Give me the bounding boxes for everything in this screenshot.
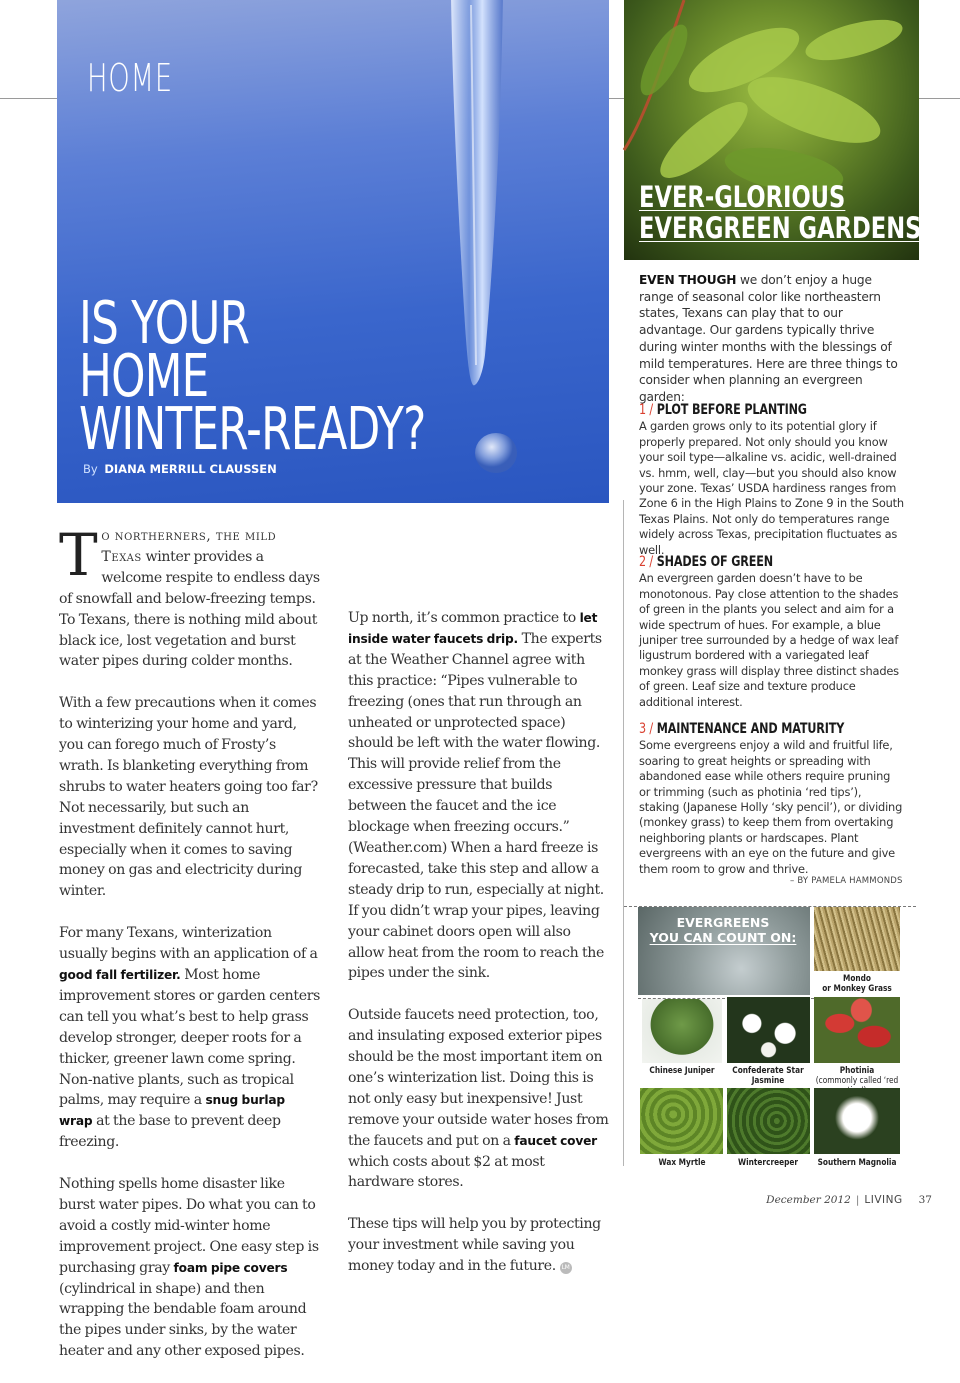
paragraph-text: These tips will help you by protecting your investment while saving you money today and in the future. xyxy=(348,1216,601,1275)
mondo-caption xyxy=(814,974,901,994)
article-column-2 xyxy=(348,608,610,1298)
caption-line: Mondo xyxy=(842,974,872,984)
sidebar-title-line: EVER-GLORIOUS xyxy=(639,180,846,214)
sidebar-credit: – BY PAMELA HAMMONDS xyxy=(790,876,903,886)
paragraph-text: Most home improvement stores or garden centers can tell you what’s best to help grass develop stronger, deeper roots for a thicker, greener lawn come spring. Non-native plants, such as tropical palms, may require a xyxy=(59,967,320,1109)
tip-number: 1 / xyxy=(639,402,653,418)
headline-line: WINTER-READY? xyxy=(79,394,426,463)
hero-image xyxy=(57,0,609,503)
paragraph-text: winter provides a welcome respite to endless days of snowfall and below-freezing temps. To Texans, there is nothing mild about black ice, lost vegetation and burst water pipes during colder months. xyxy=(59,548,320,670)
tip-title: MAINTENANCE AND MATURITY xyxy=(656,721,845,737)
tip-number: 2 / xyxy=(639,554,653,570)
caption-line: Wintercreeper xyxy=(737,1158,799,1168)
lead-in: o northerners, the mild Texas xyxy=(101,528,277,565)
sidebar-title xyxy=(639,182,921,244)
page-footer xyxy=(766,1194,932,1206)
photinia-photo xyxy=(814,997,900,1063)
paragraph-text: The experts at the Weather Channel agree with this practice: “Pipes vulnerable to freezing (ones that run through an unheated or unprotected space) should be left with the water flowing. This will provide relief from the excessive pressure that builds between the faucet and the ice blockage when freezing occurs.” (Weather.com) When a hard freeze is forecasted, take this step and allow a steady drip to run, especially at night. If you didn’t wrap your pipes, leaving your cabinet doors open will also allow heat from the room to reach the pipes under the sink. xyxy=(348,630,604,982)
paragraph-text: Nothing spells home disaster like burst water pipes. Do what you can to avoid a costly mid-winter home improvement project. One easy step is purchasing gray xyxy=(59,1176,319,1276)
paragraph-text: which costs about $2 at most hardware stores. xyxy=(348,1153,545,1191)
mondo-grass-photo xyxy=(814,907,900,971)
article-column-1 xyxy=(59,521,321,1383)
wintercreeper-photo xyxy=(727,1088,810,1154)
tip-number: 3 / xyxy=(639,721,653,737)
paragraph xyxy=(348,1214,610,1277)
paragraph: With a few precautions when it comes to winterizing your home and yard, you can forego much of Frosty’s wrath. Is blanketing everything from shrubs to water heaters going too far? Not necessarily, but such an investment definitely cannot hurt, especially when it comes to saving money on gas and electricity during winter. xyxy=(59,695,318,900)
tip-heading xyxy=(639,555,851,570)
sidebar-title-line: EVERGREEN GARDENS xyxy=(639,211,922,245)
intro-paragraph xyxy=(639,272,904,406)
caption-line: Chinese Juniper xyxy=(649,1066,715,1076)
byline-author: DIANA MERRILL CLAUSSEN xyxy=(104,462,277,476)
caption-line: Confederate Star xyxy=(732,1066,804,1076)
sidebar-intro xyxy=(639,272,904,406)
icicle-image xyxy=(445,0,509,395)
paragraph xyxy=(348,608,610,984)
tip-body: A garden grows only to its potential glory if properly prepared. Not only should you know your soil type—alkaline vs. acidic, well-drained vs. hmm, well, clay—but you should also know your zone. Texas’ USDA hardiness ranges from Zone 6 in the High Plains to Zone 9 in the South Texas Plains. Not only do temperatures range widely across Texas, precipitation fluctuates as well. xyxy=(639,419,904,557)
tip-body: An evergreen garden doesn’t have to be monotonous. Pay close attention to the shades of green in the plants you select and aim for a wide spectrum of hues. For example, a blue juniper tree surrounded by a hedge of wax leaf ligustrum bordered with a variegated leaf monkey grass will display three distinct shades of green. Leaf size and texture produce additional interest. xyxy=(639,571,899,709)
caption-line: Southern Magnolia xyxy=(817,1158,897,1168)
intro-text: we don’t enjoy a huge range of seasonal color like northeastern states, Texans can play that to our advantage. Our gardens typically thrive during winter months with the blessings of mild temperatures. Here are three things to consider when planning an evergreen garden: xyxy=(639,273,898,404)
chinese-juniper-photo xyxy=(642,999,722,1063)
tip-heading xyxy=(639,722,851,737)
section-label: HOME xyxy=(87,56,173,100)
byline xyxy=(83,462,277,476)
drop-cap: T xyxy=(59,521,98,589)
myrtle-caption xyxy=(641,1158,723,1168)
highlight-text: let inside water faucets drip. xyxy=(348,611,598,646)
highlight-text: good fall fertilizer. xyxy=(59,968,181,982)
headline-line: HOME xyxy=(79,341,209,410)
southern-magnolia-photo xyxy=(814,1088,900,1154)
paragraph xyxy=(59,1174,321,1362)
jasmine-caption xyxy=(727,1066,809,1086)
paragraph-text: (cylindrical in shape) and then wrapping the bendable foam around the pipes under sinks, by the water heater and any other exposed pipes. xyxy=(59,1280,307,1360)
wintercreeper-caption xyxy=(727,1158,809,1168)
footer-separator: | xyxy=(855,1194,860,1206)
paragraph-text: at the base to prevent deep freezing. xyxy=(59,1113,281,1151)
paragraph xyxy=(348,1005,610,1193)
sidebar-tip-3 xyxy=(639,722,904,877)
intro-lead: EVEN THOUGH xyxy=(639,273,737,287)
tip-title: PLOT BEFORE PLANTING xyxy=(656,402,807,418)
magazine-name: LIVING xyxy=(864,1194,903,1206)
confederate-jasmine-photo xyxy=(727,997,810,1063)
page-number: 37 xyxy=(918,1194,932,1206)
sidebar-tip-2 xyxy=(639,555,904,710)
juniper-caption xyxy=(641,1066,723,1076)
sidebar-tip-1 xyxy=(639,403,904,558)
byline-prefix: By xyxy=(83,462,98,476)
headline xyxy=(79,288,426,463)
tip-title: SHADES OF GREEN xyxy=(656,554,773,570)
end-mark-icon: LM xyxy=(560,1262,572,1274)
highlight-text: foam pipe covers xyxy=(173,1260,288,1275)
caption-line: (commonly called ‘red xyxy=(815,1076,899,1086)
paragraph xyxy=(59,923,321,1153)
gallery-title-line: YOU CAN COUNT ON: xyxy=(649,930,797,945)
highlight-text: snug burlap wrap xyxy=(59,1093,285,1129)
highlight-text: faucet cover xyxy=(514,1133,597,1148)
caption-line: or Monkey Grass xyxy=(822,984,892,994)
tip-body: Some evergreens enjoy a wild and fruitful life, soaring to great heights or spreading with abandoned ease while others require pruning or trimming (such as photinia ‘red tips’), staking (Japanese Holly ‘sky pencil’), or dividing (monkey grass) to keep them from overtaking neighboring plants or hardscapes. Plant evergreens with an eye on the future and give them room to grow and thrive. xyxy=(639,738,903,876)
evergreen-photo xyxy=(624,0,922,260)
headline-line: IS YOUR xyxy=(79,288,250,357)
water-drop-image xyxy=(473,430,519,476)
paragraph-text: Up north, it’s common practice to xyxy=(348,610,576,626)
caption-line: Photinia xyxy=(839,1066,875,1076)
magnolia-caption xyxy=(814,1158,901,1168)
paragraph-text: Outside faucets need protection, too, and insulating exposed exterior pipes should be the most important item on one’s winterization list. Doing this is not only easy but inexpensive! Just remove your outside water hoses from the faucets and put on a xyxy=(348,1007,609,1149)
paragraph-text: For many Texans, winterization usually begins with an application of a xyxy=(59,925,318,963)
gallery-title-photo xyxy=(638,907,810,995)
caption-line: Wax Myrtle xyxy=(658,1158,706,1168)
gallery-title-line: EVERGREENS xyxy=(676,915,770,930)
column-divider xyxy=(623,500,624,1166)
gallery-title xyxy=(638,915,808,945)
paragraph xyxy=(59,521,321,672)
caption-line: Jasmine xyxy=(751,1076,785,1086)
tip-heading xyxy=(639,403,851,418)
wax-myrtle-photo xyxy=(640,1088,723,1154)
issue-date: December 2012 xyxy=(766,1194,851,1206)
